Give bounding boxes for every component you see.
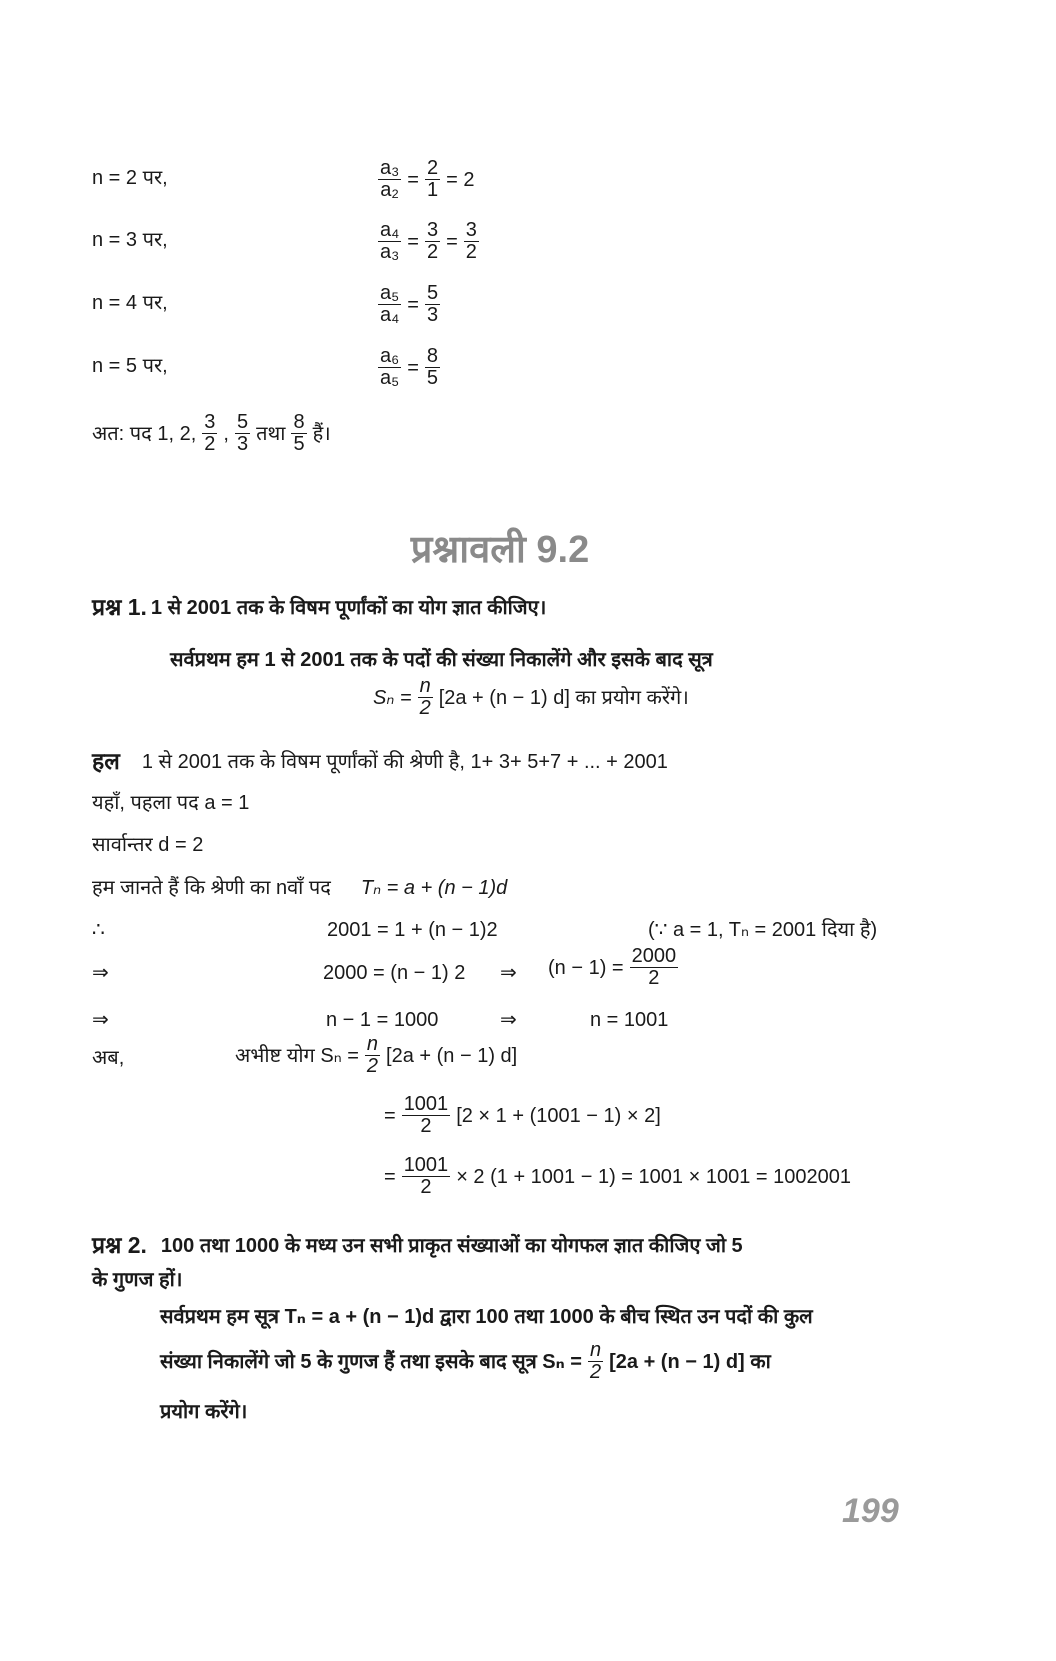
- ratio-label: n = 5 पर,: [92, 355, 168, 377]
- fraction: $\frac{\text{a₄}}{\text{a₃}}$: [380, 219, 400, 263]
- hint-line: सर्वप्रथम हम 1 से 2001 तक के पदों की संख्या निकालेंगे और इसके बाद सूत्र: [170, 649, 713, 671]
- page-number: 199: [842, 1492, 899, 1530]
- implies-symbol: ⇒: [500, 962, 517, 984]
- text: हैं।: [312, 422, 331, 445]
- question-label: प्रश्न 1.: [92, 594, 147, 620]
- equation: = $\frac{1001}{2}$ × 2 (1 + 1001 − 1) = 1001 × 1001 = 1002001: [384, 1154, 851, 1198]
- equation: अभीष्ट योग Sₙ = $\frac{n}{2}$ [2a + (n − 1) d]: [235, 1033, 518, 1077]
- equation: 2000 = (n − 1) 2: [323, 962, 466, 984]
- solution-label: हल: [92, 748, 120, 774]
- ratio-label: n = 4 पर,: [92, 292, 168, 314]
- ratio-label: n = 2 पर,: [92, 167, 168, 189]
- question-1: [92, 596, 546, 619]
- question-2: [92, 1234, 743, 1257]
- fraction: $\frac{8}{5}$: [426, 345, 439, 389]
- question-label: प्रश्न 2.: [92, 1232, 147, 1258]
- text-line: हम जानते हैं कि श्रेणी का nवाँ पद Tₙ = a + (n − 1)d: [92, 877, 508, 899]
- fraction: $\frac{3}{2}$: [426, 219, 439, 263]
- ratio-equation: $\frac{\text{a₃}}{\text{a₂}}$ = $\frac{2}{1}$ = 2: [380, 157, 475, 201]
- fraction: 8 5: [293, 411, 305, 455]
- solution-line: [92, 750, 668, 773]
- fraction: $\frac{\text{a₃}}{\text{a₂}}$: [380, 157, 400, 201]
- equation: = $\frac{1001}{2}$ [2 × 1 + (1001 − 1) × 2]: [384, 1093, 661, 1137]
- question-text: के गुणज हों।: [92, 1269, 183, 1291]
- hint-formula: Sₙ = $\frac{n}{2}$ [2a + (n − 1) d] का प्रयोग करेंगे।: [373, 675, 689, 719]
- text: 1 से 2001 तक के विषम पूर्णांकों की श्रेणी है, 1+ 3+ 5+7 + ... + 2001: [141, 750, 668, 773]
- fraction: $\frac{\text{a₅}}{\text{a₄}}$: [380, 282, 400, 326]
- conclusion-line: अत: पद 1, 2, 3 2 , 5 3 तथा 8 5 हैं।: [92, 411, 331, 455]
- equation: (n − 1) = $\frac{2000}{2}$: [548, 945, 677, 989]
- fraction: $\frac{2}{1}$: [426, 157, 439, 201]
- text: अत: पद 1, 2,: [92, 422, 197, 445]
- implies-symbol: ⇒: [92, 962, 109, 984]
- ratio-label: n = 3 पर,: [92, 229, 168, 251]
- fraction: 5 3: [236, 411, 249, 455]
- ratio-equation: $\frac{\text{a₄}}{\text{a₃}}$ = $\frac{3}{2}$ = $\frac{3}{2}$: [380, 219, 477, 263]
- fraction: $\frac{5}{3}$: [426, 282, 439, 326]
- text: तथा: [256, 422, 286, 445]
- fraction: $\frac{\text{a₆}}{\text{a₅}}$: [380, 345, 400, 389]
- fraction: 3 2: [204, 411, 216, 455]
- question-text: 1 से 2001 तक के विषम पूर्णांकों का योग ज्ञात कीजिए।: [150, 596, 547, 619]
- implies-symbol: ⇒: [92, 1009, 109, 1031]
- equation: 2001 = 1 + (n − 1)2: [327, 919, 498, 941]
- fraction: $\frac{3}{2}$: [465, 219, 477, 263]
- question-text: 100 तथा 1000 के मध्य उन सभी प्राकृत संख्याओं का योगफल ज्ञात कीजिए जो 5: [160, 1234, 743, 1257]
- equation: n − 1 = 1000: [326, 1009, 439, 1031]
- hint-line: प्रयोग करेंगे।: [160, 1401, 248, 1423]
- implies-symbol: ⇒: [500, 1009, 517, 1031]
- text-line: सार्वान्तर d = 2: [92, 834, 204, 856]
- therefore-symbol: ∴: [92, 919, 105, 941]
- ratio-equation: $\frac{\text{a₆}}{\text{a₅}}$ = $\frac{8}{5}$: [380, 345, 439, 389]
- ratio-equation: $\frac{\text{a₅}}{\text{a₄}}$ = $\frac{5}{3}$: [380, 282, 439, 326]
- hint-line: सर्वप्रथम हम सूत्र Tₙ = a + (n − 1)d द्वारा 100 तथा 1000 के बीच स्थित उन पदों की कुल: [160, 1306, 813, 1328]
- hint-line: संख्या निकालेंगे जो 5 के गुणज हैं तथा इसके बाद सूत्र Sₙ = $\frac{n}{2}$ [2a + (n − 1) d] का: [160, 1339, 771, 1383]
- text-line: यहाँ, पहला पद a = 1: [92, 792, 250, 814]
- section-title: प्रश्नावली 9.2: [410, 529, 590, 571]
- equation-note: (∵ a = 1, Tₙ = 2001 दिया है): [648, 919, 878, 941]
- text: अब,: [92, 1047, 125, 1069]
- equation: n = 1001: [590, 1009, 669, 1031]
